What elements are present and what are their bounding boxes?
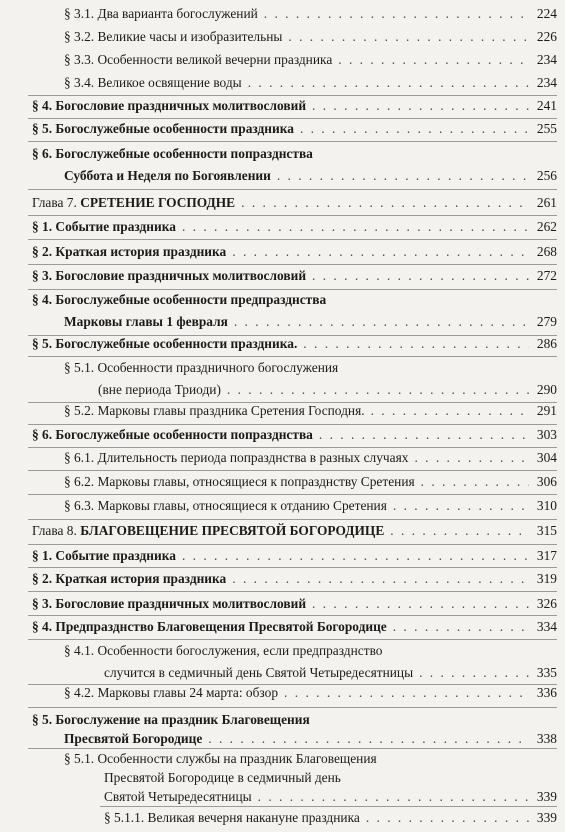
toc-entry-page: 339	[536, 789, 557, 804]
toc-entry[interactable]	[32, 712, 557, 747]
toc-entry-title: § 2. Краткая история праздника	[32, 244, 227, 259]
toc-entry-page: 326	[536, 596, 557, 611]
divider	[28, 615, 557, 616]
toc-entry-page: 255	[536, 121, 557, 136]
toc-entry[interactable]	[64, 643, 557, 681]
toc-entry-title: § 6.2. Марковы главы, относящиеся к попразднству Сретения	[64, 474, 415, 489]
toc-entry-title: § 1. Событие праздника	[32, 548, 176, 563]
toc-entry-title: § 5.1.1. Великая вечерня накануне праздника	[104, 810, 360, 825]
leader-dots	[338, 52, 529, 68]
chapter-heading[interactable]	[32, 195, 557, 211]
toc-entry[interactable]	[32, 98, 557, 114]
toc-entry[interactable]	[64, 450, 557, 466]
toc-entry-title: § 4.1. Особенности богослужения, если предпразднство	[64, 643, 383, 658]
divider	[28, 544, 557, 545]
toc-entry-page: 317	[536, 548, 557, 563]
toc-entry[interactable]	[64, 751, 557, 805]
leader-dots	[319, 427, 529, 443]
toc-entry-title: § 3. Богословие праздничных молитвословий	[32, 268, 307, 283]
toc-entry-page: 268	[536, 244, 557, 259]
leader-dots	[208, 731, 529, 747]
toc-entry[interactable]	[32, 571, 557, 587]
toc-entry[interactable]	[64, 29, 557, 45]
toc-entry-page: 226	[536, 29, 557, 44]
toc-entry-title: § 3.3. Особенности великой вечерни праздника	[64, 52, 333, 67]
toc-entry-continuation: Святой Четыредесятницы	[104, 789, 252, 804]
divider	[28, 356, 557, 357]
leader-dots	[232, 244, 529, 260]
toc-entry[interactable]	[32, 596, 557, 612]
divider	[28, 519, 557, 520]
toc-entry[interactable]	[64, 6, 557, 22]
toc-entry-title: § 4. Богослужебные особенности предпразднства	[32, 292, 327, 307]
leader-dots	[312, 98, 529, 114]
toc-entry-title: § 4. Предпразднство Благовещения Пресвятой Богородице	[32, 619, 387, 634]
toc-entry-title: § 5. Богослужение на праздник Благовещения	[32, 712, 310, 727]
toc-entry-continuation: (вне периода Триоди)	[98, 382, 221, 397]
toc-entry-page: 262	[536, 219, 557, 234]
divider	[28, 470, 557, 471]
toc-entry-page: 339	[536, 810, 557, 825]
divider	[28, 447, 557, 448]
divider	[28, 567, 557, 568]
leader-dots	[366, 810, 529, 826]
leader-dots	[277, 168, 529, 184]
toc-entry-title: § 6. Богослужебные особенности попразднства	[32, 427, 313, 442]
toc-entry-page: 310	[536, 498, 557, 513]
toc-entry-page: 315	[536, 523, 557, 538]
leader-dots	[288, 29, 529, 45]
divider	[100, 806, 557, 807]
toc-entry[interactable]	[104, 810, 557, 826]
divider	[28, 424, 557, 425]
toc-entry[interactable]	[32, 292, 557, 330]
toc-entry-title: § 5. Богослужебные особенности праздника	[32, 121, 294, 136]
chapter-title: БЛАГОВЕЩЕНИЕ ПРЕСВЯТОЙ БОГОРОДИЦЕ	[80, 523, 385, 538]
toc-entry-title: § 6. Богослужебные особенности попразднства	[32, 146, 313, 161]
toc-entry-page: 279	[536, 314, 557, 329]
divider	[28, 289, 557, 290]
chapter-title: СРЕТЕНИЕ ГОСПОДНЕ	[80, 195, 236, 210]
divider	[28, 239, 557, 240]
toc-entry-page: 336	[536, 685, 557, 700]
toc-entry-page: 261	[536, 195, 557, 210]
divider	[28, 494, 557, 495]
chapter-number: Глава 7.	[32, 195, 77, 210]
leader-dots	[232, 571, 529, 587]
toc-entry-continuation: Суббота и Неделя по Богоявлении	[64, 168, 271, 183]
toc-entry-title: § 6.1. Длительность периода попразднства в разных случаях	[64, 450, 409, 465]
chapter-heading[interactable]	[32, 523, 557, 539]
toc-entry[interactable]	[64, 474, 557, 490]
toc-entry-continuation: случится в седмичный день Святой Четыредесятницы	[104, 665, 414, 680]
divider	[28, 264, 557, 265]
toc-entry[interactable]	[64, 498, 557, 514]
divider	[28, 189, 557, 190]
toc-entry-page: 241	[536, 98, 557, 113]
divider	[28, 118, 557, 119]
toc-entry-title: § 4.2. Марковы главы 24 марта: обзор	[64, 685, 279, 700]
toc-entry-title: § 2. Краткая история праздника	[32, 571, 227, 586]
toc-entry-page: 303	[536, 427, 557, 442]
leader-dots	[393, 619, 529, 635]
divider	[28, 591, 557, 592]
toc-entry[interactable]	[32, 268, 557, 284]
toc-entry-page: 256	[536, 168, 557, 183]
toc-entry-page: 286	[536, 336, 557, 351]
toc-entry-page: 234	[536, 52, 557, 67]
toc-entry-page: 290	[536, 382, 557, 397]
toc-entry[interactable]	[64, 52, 557, 68]
toc-entry-page: 319	[536, 571, 557, 586]
leader-dots	[421, 474, 529, 490]
toc-entry-title: § 3.1. Два варианта богослужений	[64, 6, 258, 21]
leader-dots	[300, 121, 529, 137]
toc-entry-page: 335	[536, 665, 557, 680]
toc-entry[interactable]	[64, 685, 557, 701]
toc-entry[interactable]	[32, 548, 557, 564]
toc-entry-title: § 4. Богословие праздничных молитвословий	[32, 98, 307, 113]
toc-entry[interactable]	[32, 121, 557, 137]
toc-entry[interactable]	[32, 146, 557, 184]
toc-entry-page: 291	[536, 403, 557, 418]
leader-dots	[248, 75, 529, 91]
toc-entry-page: 224	[536, 6, 557, 21]
toc-entry[interactable]	[32, 619, 557, 635]
toc-entry-page: 306	[536, 474, 557, 489]
toc-entry-continuation: Пресвятой Богородице в седмичный день	[104, 770, 341, 785]
toc-entry-title: § 5. Богослужебные особенности праздника.	[32, 336, 298, 351]
leader-dots	[234, 314, 529, 330]
leader-dots	[303, 336, 529, 352]
divider	[28, 639, 557, 640]
toc-entry-page: 338	[536, 731, 557, 746]
toc-entry-title: § 6.3. Марковы главы, относящиеся к отданию Сретения	[64, 498, 387, 513]
leader-dots	[241, 195, 529, 211]
leader-dots	[371, 403, 529, 419]
toc-entry-page: 304	[536, 450, 557, 465]
divider	[28, 215, 557, 216]
leader-dots	[258, 789, 529, 805]
leader-dots	[182, 548, 529, 564]
leader-dots	[264, 6, 529, 22]
toc-entry-continuation: Пресвятой Богородице	[64, 731, 203, 746]
divider	[28, 141, 557, 142]
toc-entry-page: 234	[536, 75, 557, 90]
leader-dots	[419, 665, 529, 681]
leader-dots	[393, 498, 529, 514]
toc-entry-title: § 3.4. Великое освящение воды	[64, 75, 242, 90]
toc-entry[interactable]	[32, 336, 557, 352]
leader-dots	[312, 596, 529, 612]
toc-entry-title: § 1. Событие праздника	[32, 219, 176, 234]
toc-entry-title: § 3. Богословие праздничных молитвословий	[32, 596, 307, 611]
toc-entry[interactable]	[32, 219, 557, 235]
leader-dots	[182, 219, 529, 235]
chapter-number: Глава 8.	[32, 523, 77, 538]
divider	[28, 707, 557, 708]
leader-dots	[284, 685, 529, 701]
leader-dots	[312, 268, 529, 284]
toc-entry-title: § 5.1. Особенности службы на праздник Благовещения	[64, 751, 377, 766]
leader-dots	[227, 382, 529, 398]
leader-dots	[390, 523, 529, 539]
divider	[28, 95, 557, 96]
toc-entry-continuation: Марковы главы 1 февраля	[64, 314, 228, 329]
toc-entry[interactable]	[64, 360, 557, 398]
toc-entry[interactable]	[64, 75, 557, 91]
toc-entry-title: § 3.2. Великие часы и изобразительны	[64, 29, 283, 44]
toc-entry-title: § 5.1. Особенности праздничного богослужения	[64, 360, 339, 375]
toc-entry-page: 272	[536, 268, 557, 283]
toc-entry[interactable]	[64, 403, 557, 419]
divider	[28, 748, 557, 749]
leader-dots	[414, 450, 529, 466]
toc-entry[interactable]	[32, 427, 557, 443]
toc-entry-title: § 5.2. Марковы главы праздника Сретения Господня.	[64, 403, 365, 418]
toc-entry-page: 334	[536, 619, 557, 634]
toc-entry[interactable]	[32, 244, 557, 260]
